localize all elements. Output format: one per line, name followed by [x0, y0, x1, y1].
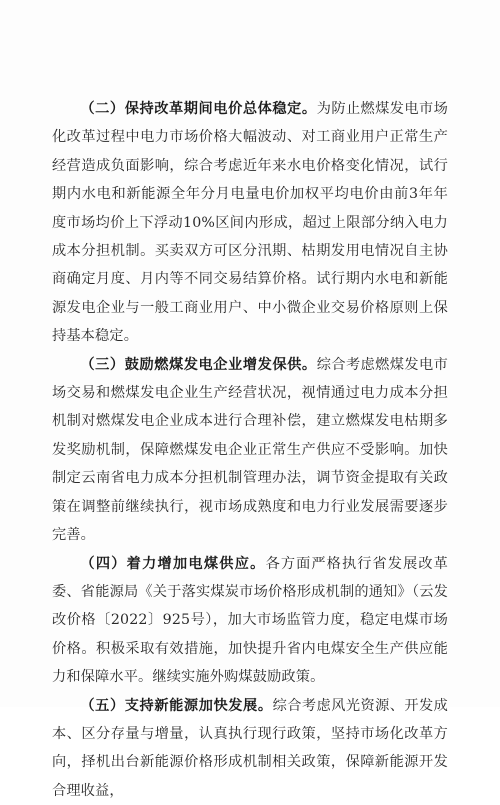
section-heading: （五）支持新能源加快发展。 [80, 697, 273, 714]
section-heading: （四）着力增加电煤供应。 [80, 555, 266, 572]
section-body: 为防止燃煤发电市场化改革过程中电力市场价格大幅波动、对工商业用户正常生产经营造成负面影响，综合考虑近年来水电价格变化情况，试行期内水电和新能源全年分月电量电价加权平均电价由前3年年度市场均价上下浮动10%区间内形成，超过上限部分纳入电力成本分担机制。买卖双方可区分汛期、枯期发用电情况自主协商确定月度、月内等不同交易结算价格。试行期内水电和新能源发电企业与一般工商业用户、中小微企业交易价格原则上保持基本稳定。 [52, 101, 448, 345]
section-heading: （二）保持改革期间电价总体稳定。 [80, 101, 317, 117]
paragraph-section-3 [52, 351, 448, 550]
paragraph-section-4 [52, 550, 448, 692]
section-body: 综合考虑风光资源、开发成本、区分存量与增量，认真执行现行政策，坚持市场化改革方向，择机出台新能源价格形成机制相关政策，保障新能源开发合理收益， [52, 697, 448, 799]
section-body: 各方面严格执行省发展改革委、省能源局《关于落实煤炭市场价格形成机制的通知》（云发改价格〔2022〕925号），加大市场监管力度，稳定电煤市场价格。积极采取有效措施，加快提升省内电煤安全生产供应能力和保障水平。继续实施外购煤鼓励政策。 [52, 555, 448, 686]
section-body: 综合考虑燃煤发电市场交易和燃煤发电企业生产经营状况，视情通过电力成本分担机制对燃煤发电企业成本进行合理补偿，建立燃煤发电枯期多发奖励机制，保障燃煤发电企业正常生产供应不受影响。加快制定云南省电力成本分担机制管理办法，调节资金提取有关政策在调整前继续执行，视市场成熟度和电力行业发展需要逐步完善。 [52, 356, 448, 544]
paragraph-section-5 [52, 692, 448, 805]
paragraph-section-2 [52, 95, 448, 351]
section-heading: （三）鼓励燃煤发电企业增发保供。 [80, 356, 317, 373]
